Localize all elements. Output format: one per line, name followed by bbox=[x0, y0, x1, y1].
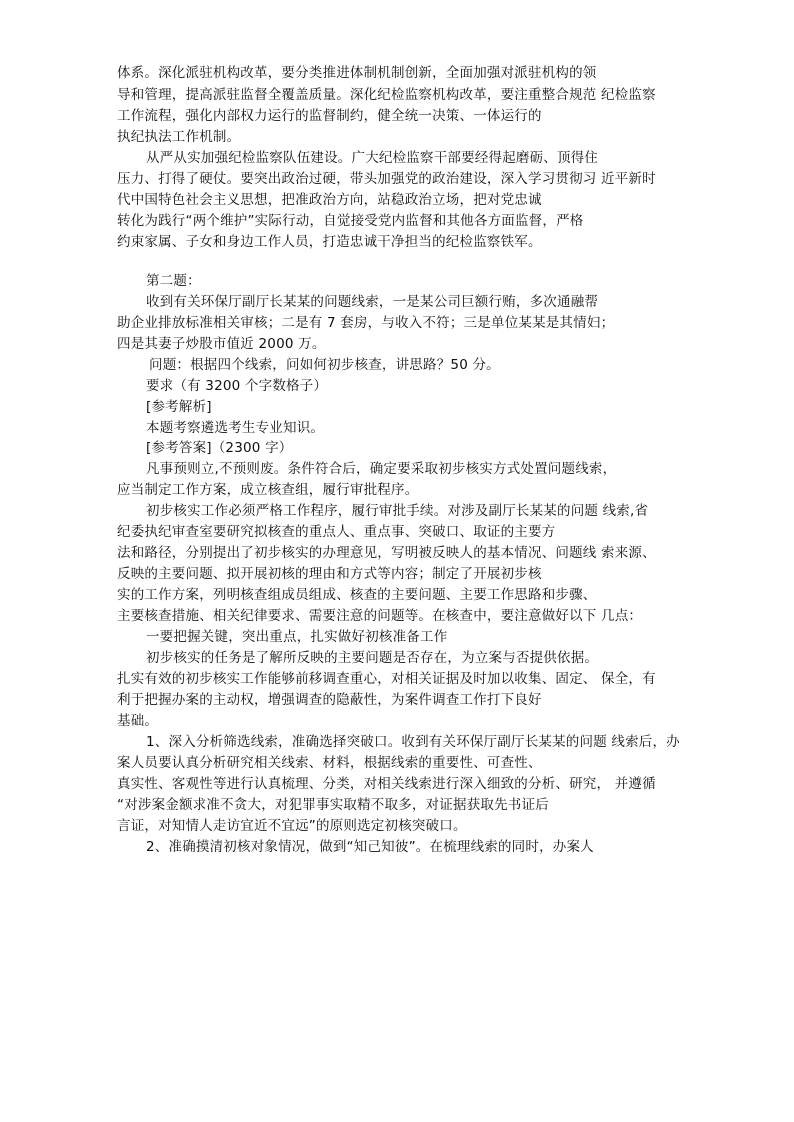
text-line: 1、深入分析筛选线索，准确选择突破口。收到有关环保厅副厅长某某的问题 线索后，办 bbox=[146, 734, 680, 750]
text-line: 纪委执纪审查室要研究拟核查的重点人、重点事、突破口、取证的主要方 bbox=[117, 524, 556, 540]
text-line: 约束家属、子女和身边工作人员，打造忠诚干净担当的纪检监察铁军。 bbox=[117, 234, 542, 250]
text-line: 言证，对知情人走访宜近不宜远”的原则选定初核突破口。 bbox=[117, 818, 467, 834]
text-line: 工作流程，强化内部权力运行的监督制约，健全统一决策、一体运行的 bbox=[117, 108, 542, 124]
text-line: 转化为践行“两个维护”实际行动，自觉接受党内监督和其他各方面监督，严格 bbox=[117, 213, 584, 229]
text-line: 凡事预则立,不预则废。条件符合后，确定要采取初步核实方式处置问题线索， bbox=[146, 461, 617, 477]
text-line: 反映的主要问题、拟开展初核的理由和方式等内容；制定了开展初步核 bbox=[117, 566, 542, 582]
text-line: 助企业排放标准相关审核；二是有 7 套房，与收入不符；三是单位某某是其情妇； bbox=[117, 315, 615, 331]
text-line: 导和管理，提高派驻监督全覆盖质量。深化纪检监察机构改革，要注重整合规范 纪检监察 bbox=[117, 87, 656, 103]
text-line: 一要把握关键，突出重点，扎实做好初核准备工作 bbox=[146, 629, 448, 645]
text-line: 体系。深化派驻机构改革，要分类推进体制机制创新，全面加强对派驻机构的领 bbox=[117, 65, 597, 81]
question-line: 问题：根据四个线索，问如何初步核查，讲思路？50 分。 bbox=[149, 357, 500, 373]
text-line: 应当制定工作方案，成立核查组，履行审批程序。 bbox=[117, 482, 419, 498]
text-line: 压力、打得了硬仗。要突出政治过硬，带头加强党的政治建设，深入学习贯彻习 近平新时 bbox=[117, 171, 656, 187]
text-line: 利于把握办案的主动权，增强调查的隐蔽性，为案件调查工作打下良好 bbox=[117, 692, 542, 708]
text-line: 法和路径，分别提出了初步核实的办理意见，写明被反映人的基本情况、问题线 索来源、 bbox=[117, 545, 656, 561]
text-line: “对涉案金额求准不贪大，对犯罪事实取精不取多，对证据获取先书证后 bbox=[117, 797, 549, 813]
text-line: 代中国特色社会主义思想，把准政治方向，站稳政治立场，把对党忠诚 bbox=[117, 192, 542, 208]
text-line: 从严从实加强纪检监察队伍建设。广大纪检监察干部要经得起磨砺、顶得住 bbox=[146, 150, 599, 166]
text-line: 收到有关环保厅副厅长某某的问题线索，一是某公司巨额行贿，多次通融帮 bbox=[146, 294, 599, 310]
reference-answer-label: [参考答案]（2300 字） bbox=[146, 440, 293, 456]
text-line: 案人员要认真分析研究相关线索、材料，根据线索的重要性、可查性、 bbox=[117, 755, 542, 771]
text-line: 真实性、客观性等进行认真梳理、分类，对相关线索进行深入细致的分析、研究， 并遵循 bbox=[117, 776, 656, 792]
text-line: 执纪执法工作机制。 bbox=[117, 129, 241, 145]
text-line: 初步核实工作必须严格工作程序，履行审批手续。对涉及副厅长某某的问题 线索,省 bbox=[146, 503, 649, 519]
text-line: 本题考察遴选考生专业知识。 bbox=[146, 420, 325, 436]
text-line: 扎实有效的初步核实工作能够前移调查重心，对相关证据及时加以收集、固定、 保全，有 bbox=[117, 671, 656, 687]
text-line: 2、准确摸清初核对象情况，做到“知己知彼”。在梳理线索的同时，办案人 bbox=[146, 839, 594, 855]
text-line: 四是其妻子炒股市值近 2000 万。 bbox=[117, 336, 326, 352]
requirement-line: 要求（有 3200 个字数格子） bbox=[146, 378, 328, 394]
reference-analysis-label: [参考解析] bbox=[146, 399, 212, 415]
text-line: 主要核查措施、相关纪律要求、需要注意的问题等。在核查中，要注意做好以下 几点： bbox=[117, 608, 643, 624]
section-heading: 第二题： bbox=[146, 273, 201, 289]
text-line: 初步核实的任务是了解所反映的主要问题是否存在，为立案与否提供依据。 bbox=[146, 650, 599, 666]
text-line: 基础。 bbox=[117, 713, 159, 729]
text-line: 实的工作方案，列明核查组成员组成、核查的主要问题、主要工作思路和步骤、 bbox=[117, 587, 597, 603]
